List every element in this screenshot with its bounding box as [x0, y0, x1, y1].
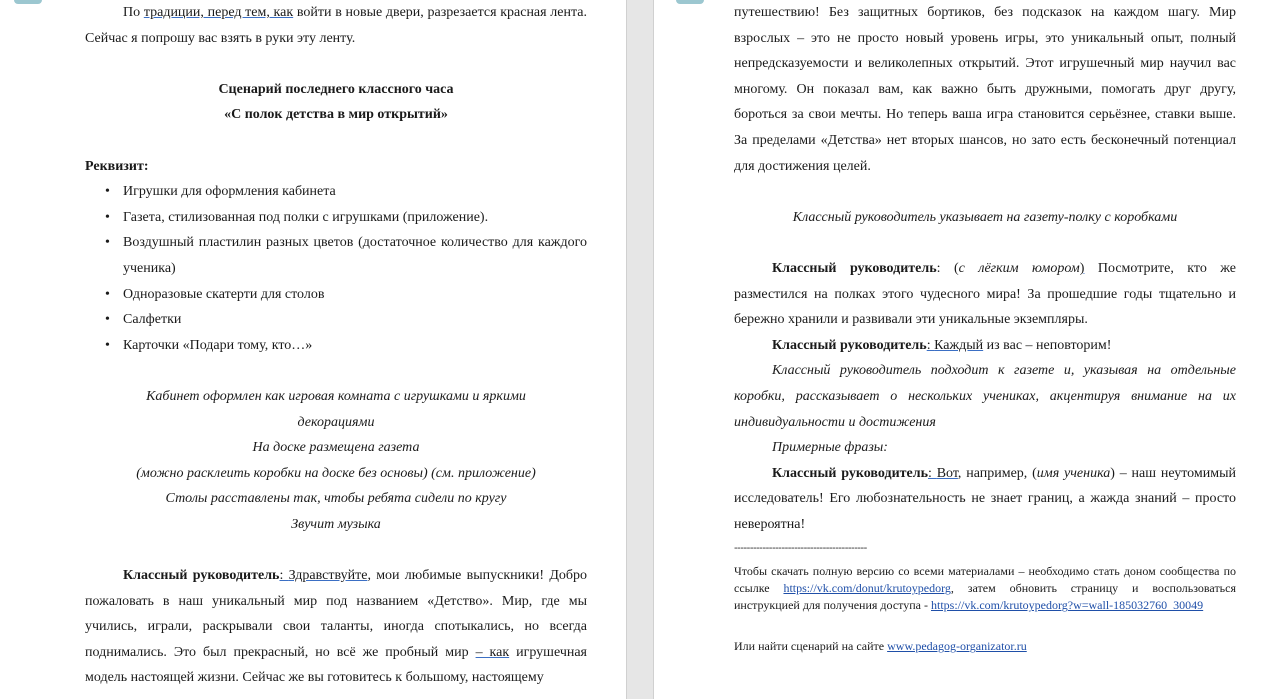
- greeting-text-end: игрушечная модель настоящей жизни. Сейчас же вы готовитесь к большому, настоящему: [85, 644, 588, 686]
- footnote-site-text: [734, 638, 1236, 655]
- page-right-content: [734, 0, 1236, 655]
- document-page-left: [0, 0, 626, 699]
- footnote-text: Или найти сценарий на сайте: [734, 639, 888, 654]
- teacher-greeting-paragraph: [85, 563, 587, 691]
- props-list-item: [85, 205, 587, 231]
- site-link[interactable]: www.pedagog-organizator.ru: [887, 639, 1027, 654]
- bullet-icon: •: [105, 312, 110, 328]
- unique-text: из вас – неповторим!: [983, 337, 1112, 353]
- wall-post-link[interactable]: https://vk.com/krutoypedorg?w=wall-185032760_30049: [930, 598, 1204, 613]
- stage-direction-sample-phrases: Примерные фразы:: [772, 440, 888, 456]
- stage-direction-students: Классный руководитель подходит к газете и, указывая на отдельные коробки, рассказывает о нескольких учениках, акцентируя внимание на их индивидуальности и достижения: [734, 363, 1236, 430]
- underlined-word: Каждый: [934, 337, 984, 353]
- speaker-colon: :: [926, 337, 935, 353]
- document-page-right: [654, 0, 1280, 699]
- teacher-unique-paragraph: [734, 333, 1236, 359]
- footnote-separator: ------------------------------------------: [734, 542, 867, 555]
- props-heading: Реквизит:: [85, 158, 149, 174]
- remark-text: с лёгким юмором: [958, 260, 1080, 276]
- blank-line: [85, 51, 587, 77]
- props-item-text: Карточки «Подари тому, кто…»: [123, 337, 313, 353]
- teacher-shelves-paragraph: [734, 256, 1236, 333]
- page-corner-marker: [14, 0, 42, 4]
- intro-underlined-phrase: традиции, перед тем, как: [143, 5, 294, 20]
- donut-link[interactable]: https://vk.com/donut/krutoypedorg: [783, 581, 951, 596]
- stage-direction-board: На доске размещена газета: [252, 440, 420, 456]
- underlined-word: Вот: [936, 465, 958, 481]
- remark-open: : (: [936, 260, 959, 276]
- speaker-label: Классный руководитель: [123, 568, 280, 584]
- remark-close: ): [1079, 260, 1085, 276]
- props-list-item: [85, 333, 587, 359]
- page-gutter: [626, 0, 654, 699]
- props-list-item: [85, 230, 587, 281]
- speaker-label: Классный руководитель: [772, 260, 937, 276]
- page-left-content: [85, 0, 587, 691]
- props-item-text: Газета, стилизованная под полки с игрушками (приложение).: [123, 209, 489, 225]
- props-list-item: [85, 307, 587, 333]
- intro-text-start: По: [123, 5, 144, 20]
- props-item-text: Воздушный пластилин разных цветов (достаточное количество для каждого ученика): [123, 235, 587, 276]
- stage-direction-boxes: (можно расклеить коробки на доске без основы) (см. приложение): [136, 465, 536, 481]
- teacher-explorer-paragraph: [734, 461, 1236, 538]
- bullet-icon: •: [105, 235, 110, 251]
- shelves-text: Посмотрите, кто же разместился на полках этого чудесного мира! За прошедшие годы тщательно и бережно хранили и развивали эти уникальные экземпляры.: [734, 260, 1236, 328]
- greeting-text: , мои любимые выпускники! Добро пожаловать в наш уникальный мир под названием «Детство». Мир, где мы учились, играли, раскрывали свои таланты, иногда спотыкались, но всегда поднимались. Это был прекрасный, но всё же пробный мир: [85, 568, 587, 660]
- footnote-download-text: [734, 563, 1236, 614]
- bullet-icon: •: [105, 209, 110, 225]
- stage-direction-newspaper: Классный руководитель указывает на газету-полку с коробками: [792, 209, 1178, 225]
- speaker-label: Классный руководитель: [772, 465, 928, 481]
- speaker-label: Классный руководитель: [772, 337, 927, 353]
- stage-direction-music: Звучит музыка: [291, 516, 381, 532]
- footnote-text: , затем обновить страницу и воспользоваться инструкцией для получения доступа -: [734, 581, 1237, 613]
- props-list: [85, 179, 587, 358]
- props-item-text: Игрушки для оформления кабинета: [123, 184, 336, 200]
- blank-line: [85, 537, 587, 563]
- explorer-text-end: ) – наш неутомимый исследователь! Его любознательность не знает границ, а жажда знаний – просто невероятна!: [734, 465, 1236, 532]
- blank-line: [85, 358, 587, 384]
- intro-text-end: войти в новые двери, разрезается красная лента. Сейчас я попрошу вас взять в руки эту ленту.: [85, 5, 587, 46]
- props-item-text: Салфетки: [123, 312, 182, 328]
- props-list-item: [85, 282, 587, 308]
- explorer-text-start: , например, (: [957, 465, 1037, 481]
- page-corner-marker: [676, 0, 704, 4]
- stage-direction-tables: Столы расставлены так, чтобы ребята сидели по кругу: [165, 491, 507, 507]
- props-item-text: Одноразовые скатерти для столов: [123, 286, 325, 302]
- greeting-word: Здравствуйте: [288, 568, 368, 584]
- journey-paragraph: путешествию! Без защитных бортиков, без подсказок на каждом шагу. Мир взрослых – это не просто новый уровень игры, это уникальный опыт, полный непредсказуемости и великолепных открытий. Этот игрушечный мир научил вас многому. Он показал вам, как важно быть дружными, помогать друг другу, бороться за свои мечты. Но теперь ваша игра становится серьёзнее, ставки выше. За пределами «Детства» нет вторых шансов, но зато есть бесконечный потенциал для достижения целей.: [734, 5, 1236, 174]
- scenario-title-line1: Сценарий последнего классного часа: [218, 81, 454, 97]
- stage-direction-room: Кабинет оформлен как игровая комната с игрушками и яркими декорациями: [146, 388, 526, 430]
- speaker-colon: :: [279, 568, 289, 584]
- bullet-icon: •: [105, 337, 110, 353]
- bullet-icon: •: [105, 286, 110, 302]
- underlined-dash-phrase: – как: [475, 644, 510, 660]
- scenario-title-line2: «С полок детства в мир открытий»: [224, 107, 448, 123]
- props-list-item: [85, 179, 587, 205]
- blank-line: [734, 230, 1236, 256]
- intro-paragraph: [85, 0, 587, 51]
- footnote-text: Чтобы скачать полную версию со всеми материалами – необходимо стать доном сообщества по ссылке: [734, 564, 1236, 596]
- student-name-placeholder: имя ученика: [1036, 465, 1111, 481]
- blank-line: [734, 179, 1236, 205]
- blank-line: [85, 128, 587, 154]
- speaker-colon: :: [928, 465, 937, 481]
- bullet-icon: •: [105, 184, 110, 200]
